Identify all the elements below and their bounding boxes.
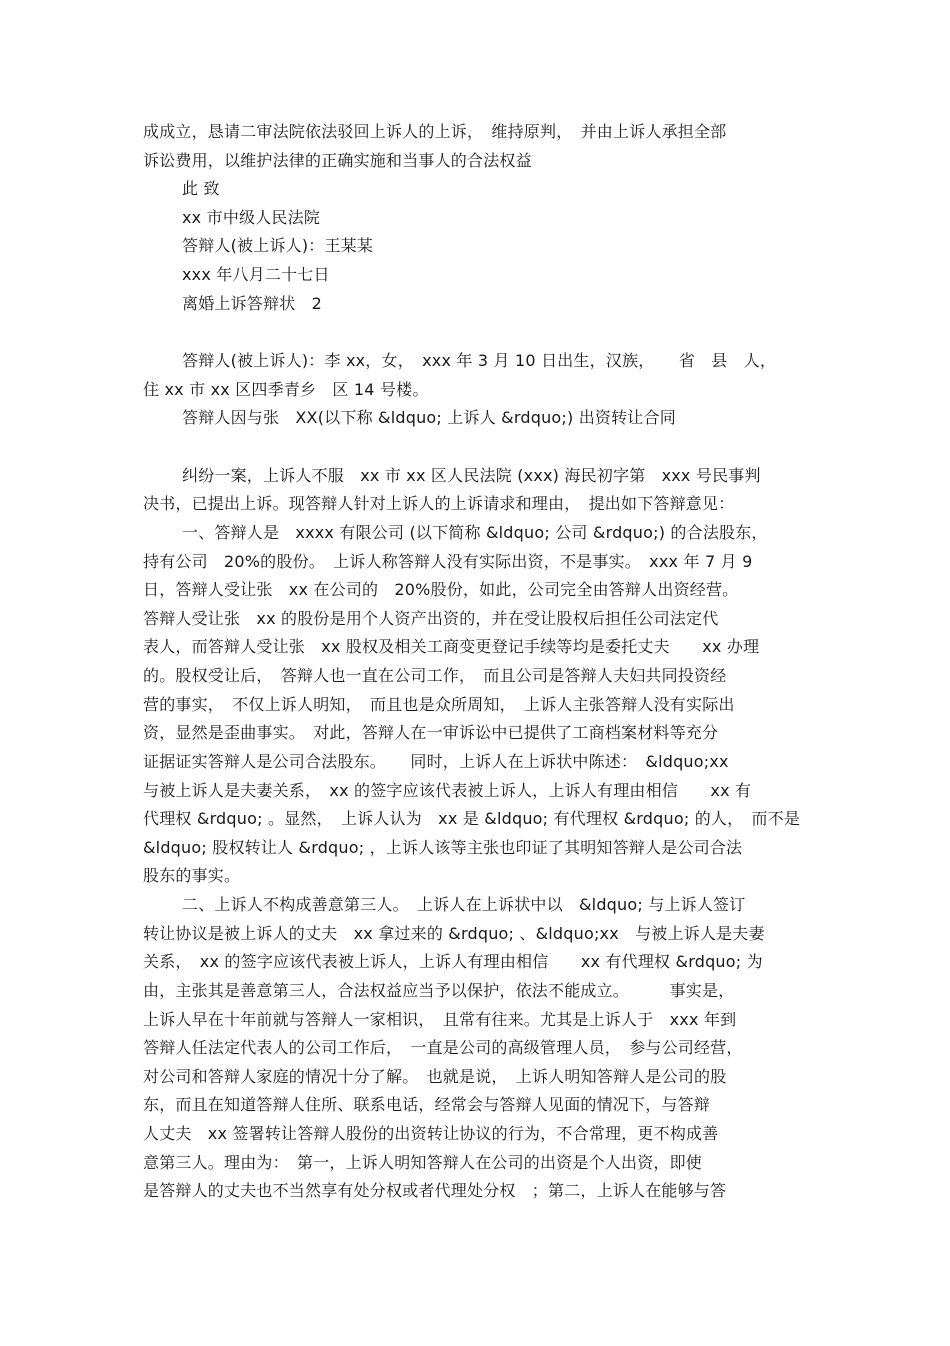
body-line: 纠纷一案，上诉人不服 xx 市 xx 区人民法院 (xxx) 海民初字第 xxx 号民事判 (182, 466, 761, 485)
body-line: 答辩人任法定代表人的公司工作后， 一直是公司的高级管理人员， 参与公司经营， (143, 1038, 743, 1057)
body-line: 与被上诉人是夫妻关系， xx 的签字应该代表被上诉人，上诉人有理由相信 xx 有 (143, 781, 752, 800)
body-line: 决书，已提出上诉。现答辩人针对上诉人的上诉请求和理由， 提出如下答辩意见： (143, 494, 735, 513)
body-line: 二、上诉人不构成善意第三人。 上诉人在上诉状中以 &ldquo; 与上诉人签订 (182, 895, 746, 914)
body-line: 由，主张其是善意第三人，合法权益应当予以保护，依法不能成立。 事实是， (143, 981, 735, 1000)
body-line: 持有公司 20%的股份。 上诉人称答辩人没有实际出资，不是事实。 xxx 年 7 月 9 (143, 552, 753, 571)
body-line: 成成立，恳请二审法院依法驳回上诉人的上诉， 维持原判， 并由上诉人承担全部 (143, 122, 727, 141)
body-line: 营的事实， 不仅上诉人明知， 而且也是众所周知， 上诉人主张答辩人没有实际出 (143, 695, 735, 714)
body-line: 东，而且在知道答辩人住所、联系电话，经常会与答辩人见面的情况下，与答辩 (143, 1095, 711, 1114)
body-line: &ldquo; 股权转让人 &rdquo; ，上诉人该等主张也印证了其明知答辩人是公司合法 (143, 838, 743, 857)
court-name: xx 市中级人民法院 (182, 208, 321, 227)
section-title: 离婚上诉答辩状 2 (182, 294, 322, 313)
body-line: 答辩人因与张 XX(以下称 &ldquo; 上诉人 &rdquo;) 出资转让合同 (182, 408, 676, 427)
body-line: 答辩人(被上诉人)：李 xx，女， xxx 年 3 月 10 日出生，汉族， 省 县 人， (182, 351, 777, 370)
body-line: 人丈夫 xx 签署转让答辩人股份的出资转让协议的行为，不合常理，更不构成善 (143, 1124, 719, 1143)
closing-salutation: 此 致 (182, 179, 220, 198)
body-line: 上诉人早在十年前就与答辩人一家相识， 且常有往来。尤其是上诉人于 xxx 年到 (143, 1010, 737, 1029)
body-line: 的。股权受让后， 答辩人也一直在公司工作， 而且公司是答辩人夫妇共同投资经 (143, 666, 727, 685)
body-line: 意第三人。理由为： 第一，上诉人明知答辩人在公司的出资是个人出资，即使 (143, 1153, 703, 1172)
body-line: 日，答辩人受让张 xx 在公司的 20%股份，如此，公司完全由答辩人出资经营。 (143, 580, 739, 599)
body-line: 股东的事实。 (143, 866, 241, 885)
body-line: 诉讼费用，以维护法律的正确实施和当事人的合法权益 (143, 151, 532, 170)
respondent-signature: 答辩人(被上诉人)：王某某 (182, 236, 374, 255)
body-line: 资，显然是歪曲事实。 对此，答辩人在一审诉讼中已提供了工商档案材料等充分 (143, 723, 719, 742)
body-line: 关系， xx 的签字应该代表被上诉人，上诉人有理由相信 xx 有代理权 &rdquo; 为 (143, 952, 763, 971)
body-line: 答辩人受让张 xx 的股份是用个人资产出资的，并在受让股权后担任公司法定代 (143, 609, 719, 628)
body-line: 住 xx 市 xx 区四季青乡 区 14 号楼。 (143, 380, 429, 399)
body-line: 对公司和答辩人家庭的情况十分了解。 也就是说， 上诉人明知答辩人是公司的股 (143, 1067, 727, 1086)
signature-date: xxx 年八月二十七日 (182, 265, 330, 284)
body-line: 是答辩人的丈夫也不当然享有处分权或者代理处分权 ；第二，上诉人在能够与答 (143, 1181, 727, 1200)
body-line: 一、答辩人是 xxxx 有限公司 (以下简称 &ldquo; 公司 &rdquo;) 的合法股东， (182, 523, 768, 542)
body-line: 证据证实答辩人是公司合法股东。 同时，上诉人在上诉状中陈述： &ldquo;xx (143, 752, 729, 771)
body-line: 表人，而答辩人受让张 xx 股权及相关工商变更登记手续等均是委托丈夫 xx 办理 (143, 637, 760, 656)
body-line: 转让协议是被上诉人的丈夫 xx 拿过来的 &rdquo; 、&ldquo;xx 与被上诉人是夫妻 (143, 924, 765, 943)
body-line: 代理权 &rdquo; 。显然， 上诉人认为 xx 是 &ldquo; 有代理权 &rdquo; 的人， 而不是 (143, 809, 801, 828)
